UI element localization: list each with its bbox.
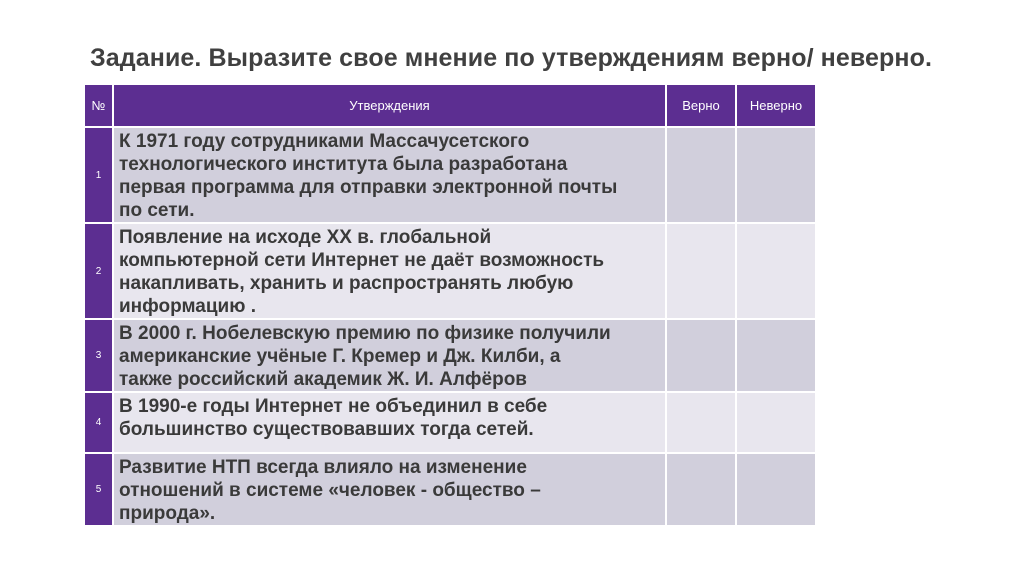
- statement-cell: [113, 392, 666, 453]
- statement-line: информацию .: [119, 296, 257, 317]
- row-number: 3: [84, 319, 113, 392]
- statement-line: технологического института была разработана: [119, 154, 568, 175]
- statement-line: накапливать, хранить и распространять любую: [119, 273, 574, 294]
- false-answer-cell[interactable]: [736, 392, 816, 453]
- statement-line: по сети.: [119, 200, 195, 221]
- page-title: Задание. Выразите свое мнение по утверждениям верно/ неверно.: [90, 44, 933, 72]
- row-number: 5: [84, 453, 113, 526]
- table-row: [84, 319, 816, 392]
- header-statement: Утверждения: [113, 84, 666, 127]
- statement-cell: [113, 453, 666, 526]
- table-row: [84, 392, 816, 453]
- false-answer-cell[interactable]: [736, 453, 816, 526]
- true-answer-cell[interactable]: [666, 392, 736, 453]
- table-row: [84, 127, 816, 223]
- true-answer-cell[interactable]: [666, 453, 736, 526]
- true-answer-cell[interactable]: [666, 319, 736, 392]
- true-answer-cell[interactable]: [666, 127, 736, 223]
- row-number: 1: [84, 127, 113, 223]
- statement-line: первая программа для отправки электронной почты: [119, 177, 618, 198]
- header-false: Неверно: [736, 84, 816, 127]
- statement-line: отношений в системе «человек - общество –: [119, 480, 541, 501]
- statement-cell: [113, 319, 666, 392]
- false-answer-cell[interactable]: [736, 127, 816, 223]
- table-row: [84, 223, 816, 319]
- statement-line: американские учёные Г. Кремер и Дж. Килби, а: [119, 346, 561, 367]
- statement-line: природа».: [119, 503, 216, 524]
- statement-line: большинство существовавших тогда сетей.: [119, 419, 534, 440]
- header-row: [84, 84, 816, 127]
- header-num: №: [84, 84, 113, 127]
- false-answer-cell[interactable]: [736, 223, 816, 319]
- row-number: 2: [84, 223, 113, 319]
- statements-table: [83, 83, 817, 527]
- statement-line: В 2000 г. Нобелевскую премию по физике получили: [119, 323, 611, 344]
- statement-line: Появление на исходе XX в. глобальной: [119, 227, 492, 248]
- table-row: [84, 453, 816, 526]
- statement-line: В 1990-е годы Интернет не объединил в себе: [119, 396, 548, 417]
- false-answer-cell[interactable]: [736, 319, 816, 392]
- statement-line: К 1971 году сотрудниками Массачусетского: [119, 131, 530, 152]
- statement-line: также российский академик Ж. И. Алфёров: [119, 369, 527, 390]
- statement-cell: [113, 223, 666, 319]
- statement-line: Развитие НТП всегда влияло на изменение: [119, 457, 527, 478]
- header-true: Верно: [666, 84, 736, 127]
- true-answer-cell[interactable]: [666, 223, 736, 319]
- statement-line: компьютерной сети Интернет не даёт возможность: [119, 250, 605, 271]
- row-number: 4: [84, 392, 113, 453]
- statement-cell: [113, 127, 666, 223]
